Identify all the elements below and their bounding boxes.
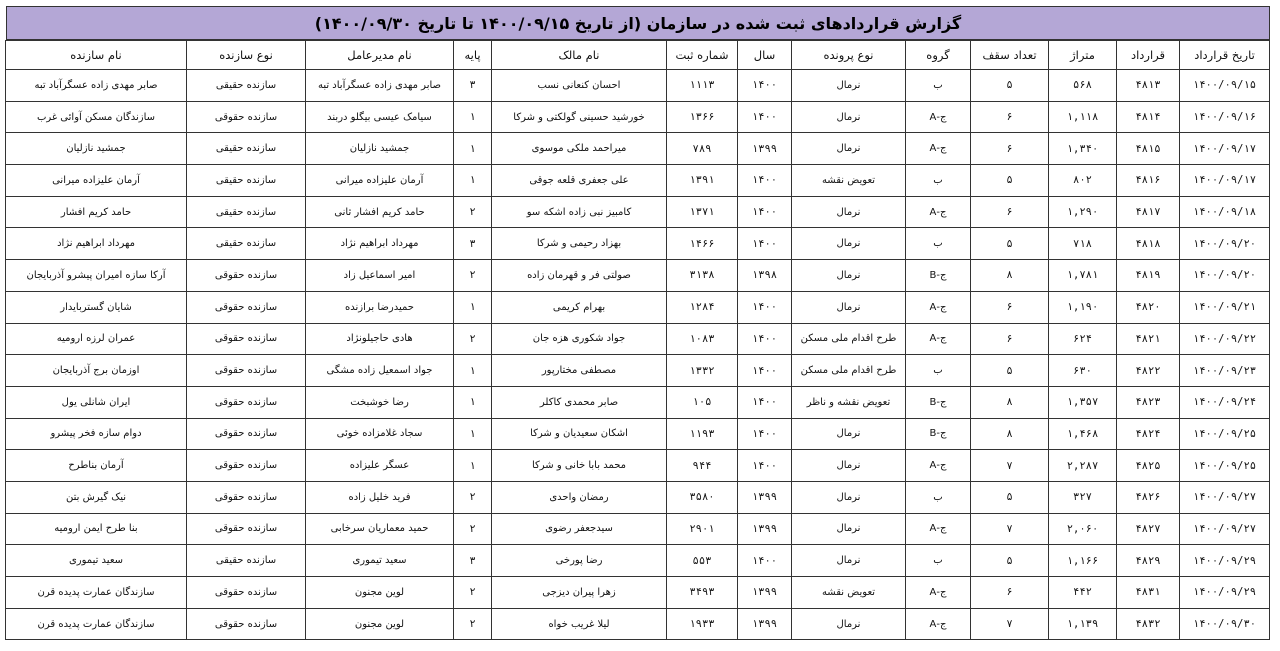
table-cell: صابر مهدی زاده عسگرآباد تبه: [6, 70, 187, 102]
table-cell: ۱۴۰۰/۰۹/۱۷: [1180, 165, 1270, 197]
table-cell: بنا طرح ایمن ارومیه: [6, 513, 187, 545]
table-cell: نرمال: [792, 70, 906, 102]
table-cell: سازنده حقوقی: [187, 260, 306, 292]
table-cell: ۱۴۰۰/۰۹/۱۸: [1180, 196, 1270, 228]
table-cell: لیلا غریب خواه: [492, 608, 667, 640]
table-row: [6, 323, 1270, 355]
table-cell: ۱۴۰۰/۰۹/۳۰: [1180, 608, 1270, 640]
table-cell: حمیدرضا برازنده: [306, 291, 454, 323]
table-cell: ۱۴۰۰/۰۹/۲۷: [1180, 513, 1270, 545]
table-cell: ۹۴۴: [667, 450, 738, 482]
table-cell: ۱,۷۸۱: [1049, 260, 1117, 292]
table-cell: ۱۴۰۰/۰۹/۲۹: [1180, 545, 1270, 577]
table-row: [6, 196, 1270, 228]
table-cell: میراحمد ملکی موسوی: [492, 133, 667, 165]
table-cell: سازنده حقوقی: [187, 355, 306, 387]
table-cell: تعویض نقشه: [792, 577, 906, 609]
table-cell: ۱۴۰۰/۰۹/۲۰: [1180, 260, 1270, 292]
table-cell: ایران شانلی یول: [6, 386, 187, 418]
table-cell: ۷: [971, 608, 1049, 640]
table-cell: رضا پورخی: [492, 545, 667, 577]
table-cell: ۴۸۲۰: [1117, 291, 1180, 323]
contracts-table: [5, 40, 1270, 640]
table-cell: ۴۸۲۶: [1117, 481, 1180, 513]
table-cell: سازنده حقیقی: [187, 228, 306, 260]
table-cell: ۲: [454, 260, 492, 292]
table-cell: ب: [906, 165, 971, 197]
table-cell: ۲: [454, 577, 492, 609]
table-cell: ۱۴۰۰/۰۹/۲۹: [1180, 577, 1270, 609]
table-cell: ج-A: [906, 608, 971, 640]
table-cell: ب: [906, 228, 971, 260]
table-cell: ۴۸۲۳: [1117, 386, 1180, 418]
table-cell: نرمال: [792, 513, 906, 545]
table-cell: مهرداد ابراهیم نژاد: [6, 228, 187, 260]
table-cell: ۱۴۰۰/۰۹/۲۵: [1180, 450, 1270, 482]
table-cell: نرمال: [792, 101, 906, 133]
table-cell: ب: [906, 355, 971, 387]
col-header: متراژ: [1049, 41, 1117, 70]
table-header-row: [6, 41, 1270, 70]
table-cell: سازنده حقیقی: [187, 545, 306, 577]
table-cell: ب: [906, 545, 971, 577]
table-cell: ۱,۳۴۰: [1049, 133, 1117, 165]
table-cell: سازنده حقیقی: [187, 133, 306, 165]
col-header: نوع سازنده: [187, 41, 306, 70]
table-cell: ۱۴۰۰/۰۹/۲۵: [1180, 418, 1270, 450]
report-title: گزارش قراردادهای ثبت شده در سازمان (از تاریخ ۱۴۰۰/۰۹/۱۵ تا تاریخ ۱۴۰۰/۰۹/۳۰): [6, 6, 1270, 40]
table-cell: ۱,۲۹۰: [1049, 196, 1117, 228]
table-cell: هادی حاجیلونژاد: [306, 323, 454, 355]
table-cell: سازنده حقوقی: [187, 608, 306, 640]
table-cell: حامد کریم افشار: [6, 196, 187, 228]
table-cell: ۱۴۰۰/۰۹/۲۲: [1180, 323, 1270, 355]
table-cell: ۱۳۹۹: [738, 481, 792, 513]
table-cell: حمید معماریان سرخابی: [306, 513, 454, 545]
table-cell: ۴۸۱۳: [1117, 70, 1180, 102]
table-cell: ۷۱۸: [1049, 228, 1117, 260]
col-header: شماره ثبت: [667, 41, 738, 70]
table-cell: ۴۸۳۱: [1117, 577, 1180, 609]
table-cell: نرمال: [792, 608, 906, 640]
table-cell: حامد کریم افشار ثانی: [306, 196, 454, 228]
table-cell: ۲۹۰۱: [667, 513, 738, 545]
table-cell: ب: [906, 481, 971, 513]
table-cell: فرید خلیل زاده: [306, 481, 454, 513]
table-cell: ۳۵۸۰: [667, 481, 738, 513]
table-cell: سازنده حقوقی: [187, 101, 306, 133]
table-cell: ۱۱۹۳: [667, 418, 738, 450]
col-header: نام مدیرعامل: [306, 41, 454, 70]
table-cell: زهرا پیران دیزجی: [492, 577, 667, 609]
table-cell: ۳۱۳۸: [667, 260, 738, 292]
table-cell: ۱: [454, 291, 492, 323]
table-cell: ۶: [971, 291, 1049, 323]
table-cell: سازنده حقوقی: [187, 323, 306, 355]
table-row: [6, 545, 1270, 577]
table-cell: ۶: [971, 196, 1049, 228]
table-row: [6, 481, 1270, 513]
table-cell: ۷: [971, 513, 1049, 545]
table-cell: ۴۸۲۷: [1117, 513, 1180, 545]
col-header: نام سازنده: [6, 41, 187, 70]
col-header: تاریخ قرارداد: [1180, 41, 1270, 70]
table-cell: نرمال: [792, 196, 906, 228]
table-cell: ۱۴۰۰/۰۹/۱۶: [1180, 101, 1270, 133]
table-cell: ۵۶۸: [1049, 70, 1117, 102]
table-cell: ۲: [454, 196, 492, 228]
table-cell: ۷۸۹: [667, 133, 738, 165]
table-cell: ۱۳۹۹: [738, 513, 792, 545]
table-cell: سعید تیموری: [6, 545, 187, 577]
table-cell: جمشید نازلیان: [6, 133, 187, 165]
table-row: [6, 450, 1270, 482]
table-cell: نیک گیرش بتن: [6, 481, 187, 513]
table-cell: ۱۴۶۶: [667, 228, 738, 260]
table-cell: علی جعفری قلعه جوقی: [492, 165, 667, 197]
table-row: [6, 133, 1270, 165]
table-cell: سازنده حقوقی: [187, 450, 306, 482]
table-cell: ۴۸۲۱: [1117, 323, 1180, 355]
table-cell: سازنده حقوقی: [187, 291, 306, 323]
table-cell: خورشید حسینی گولکتی و شرکا: [492, 101, 667, 133]
table-cell: ۲,۲۸۷: [1049, 450, 1117, 482]
table-cell: طرح اقدام ملی مسکن: [792, 355, 906, 387]
col-header: تعداد سقف: [971, 41, 1049, 70]
table-cell: ۱۴۰۰: [738, 545, 792, 577]
table-cell: مصطفی مختارپور: [492, 355, 667, 387]
table-row: [6, 577, 1270, 609]
table-cell: ۲,۰۶۰: [1049, 513, 1117, 545]
table-cell: ۵: [971, 70, 1049, 102]
table-cell: نرمال: [792, 291, 906, 323]
table-cell: سعید تیموری: [306, 545, 454, 577]
table-cell: نرمال: [792, 133, 906, 165]
table-cell: سازنده حقیقی: [187, 165, 306, 197]
table-cell: ۲: [454, 323, 492, 355]
table-cell: رضا خوشبخت: [306, 386, 454, 418]
table-cell: ۴۸۲۹: [1117, 545, 1180, 577]
table-cell: ج-A: [906, 196, 971, 228]
table-cell: امیر اسماعیل زاد: [306, 260, 454, 292]
col-header: نام مالک: [492, 41, 667, 70]
col-header: پایه: [454, 41, 492, 70]
table-cell: ۸: [971, 260, 1049, 292]
table-cell: سیامک عیسی بیگلو دربند: [306, 101, 454, 133]
table-cell: سازنده حقوقی: [187, 386, 306, 418]
table-cell: ۱۳۳۲: [667, 355, 738, 387]
table-cell: ۴۸۲۲: [1117, 355, 1180, 387]
table-cell: ج-A: [906, 101, 971, 133]
table-cell: سازندگان مسکن آوائی غرب: [6, 101, 187, 133]
table-cell: ۸: [971, 418, 1049, 450]
table-cell: رمضان واحدی: [492, 481, 667, 513]
table-cell: ۴۸۱۴: [1117, 101, 1180, 133]
table-cell: ۱۹۳۳: [667, 608, 738, 640]
table-cell: ۵: [971, 545, 1049, 577]
table-cell: ۱۴۰۰/۰۹/۲۳: [1180, 355, 1270, 387]
table-cell: ۱۴۰۰: [738, 196, 792, 228]
table-cell: ۸۰۲: [1049, 165, 1117, 197]
table-cell: بهرام کریمی: [492, 291, 667, 323]
table-cell: ۵: [971, 165, 1049, 197]
table-cell: ۵: [971, 355, 1049, 387]
table-cell: ۱,۱۱۸: [1049, 101, 1117, 133]
table-cell: ۵۵۳: [667, 545, 738, 577]
table-cell: ۱۴۰۰: [738, 101, 792, 133]
table-cell: جواد اسمعیل زاده مشگی: [306, 355, 454, 387]
table-cell: ۱۴۰۰/۰۹/۲۱: [1180, 291, 1270, 323]
table-cell: ۴۸۱۵: [1117, 133, 1180, 165]
table-cell: ب: [906, 70, 971, 102]
table-cell: تعویض نقشه و ناظر: [792, 386, 906, 418]
col-header: سال: [738, 41, 792, 70]
table-cell: ۶: [971, 133, 1049, 165]
table-cell: ۱۳۹۱: [667, 165, 738, 197]
table-cell: اشکان سعیدیان و شرکا: [492, 418, 667, 450]
table-cell: ۱۰۸۳: [667, 323, 738, 355]
table-cell: جواد شکوری هزه جان: [492, 323, 667, 355]
table-cell: ۱۰۵: [667, 386, 738, 418]
col-header: نوع پرونده: [792, 41, 906, 70]
table-cell: سازنده حقوقی: [187, 418, 306, 450]
table-cell: لوین مجنون: [306, 577, 454, 609]
table-cell: محمد بابا خانی و شرکا: [492, 450, 667, 482]
table-cell: آرمان بناطرح: [6, 450, 187, 482]
table-cell: ۱,۴۶۸: [1049, 418, 1117, 450]
table-cell: ۱۴۰۰: [738, 291, 792, 323]
table-cell: ۴۸۱۶: [1117, 165, 1180, 197]
table-cell: عسگر علیزاده: [306, 450, 454, 482]
table-cell: نرمال: [792, 260, 906, 292]
table-row: [6, 165, 1270, 197]
table-cell: ۵: [971, 228, 1049, 260]
table-cell: آرمان علیزاده میرانی: [6, 165, 187, 197]
table-cell: ج-B: [906, 260, 971, 292]
table-cell: ۱۱۱۳: [667, 70, 738, 102]
table-row: [6, 101, 1270, 133]
table-row: [6, 70, 1270, 102]
table-cell: سازنده حقوقی: [187, 577, 306, 609]
table-cell: ۱۳۷۱: [667, 196, 738, 228]
table-cell: ۴۸۲۴: [1117, 418, 1180, 450]
table-row: [6, 228, 1270, 260]
table-cell: اوزمان برج آذربایجان: [6, 355, 187, 387]
table-cell: ۵: [971, 481, 1049, 513]
table-cell: عمران لرزه ارومیه: [6, 323, 187, 355]
table-cell: ۱,۱۹۰: [1049, 291, 1117, 323]
table-cell: ج-A: [906, 450, 971, 482]
table-cell: ۱: [454, 165, 492, 197]
table-cell: صولتی فر و قهرمان زاده: [492, 260, 667, 292]
report-sheet: [6, 6, 1270, 640]
table-cell: ۱,۱۳۹: [1049, 608, 1117, 640]
table-cell: آرکا سازه امیران پیشرو آذربایجان: [6, 260, 187, 292]
table-cell: ۴۸۱۷: [1117, 196, 1180, 228]
table-cell: ۱۴۰۰/۰۹/۲۰: [1180, 228, 1270, 260]
table-cell: ۳: [454, 70, 492, 102]
table-cell: ۱: [454, 355, 492, 387]
table-cell: ۱۴۰۰: [738, 386, 792, 418]
table-cell: صابر محمدی کاکلر: [492, 386, 667, 418]
table-cell: ۱۴۰۰: [738, 450, 792, 482]
table-cell: ۱۴۰۰: [738, 70, 792, 102]
table-cell: آرمان علیزاده میرانی: [306, 165, 454, 197]
table-cell: سازنده حقیقی: [187, 196, 306, 228]
table-cell: ۶: [971, 323, 1049, 355]
table-cell: ۴۸۳۲: [1117, 608, 1180, 640]
table-cell: نرمال: [792, 450, 906, 482]
table-cell: ۱۴۰۰: [738, 355, 792, 387]
table-cell: ۳۴۹۳: [667, 577, 738, 609]
table-cell: ج-A: [906, 323, 971, 355]
table-cell: ۱۳۹۹: [738, 608, 792, 640]
table-cell: ۸: [971, 386, 1049, 418]
table-row: [6, 260, 1270, 292]
table-body: [6, 70, 1270, 640]
table-row: [6, 291, 1270, 323]
table-cell: سجاد غلامزاده خوئی: [306, 418, 454, 450]
table-cell: جمشید نازلیان: [306, 133, 454, 165]
table-cell: ۱: [454, 101, 492, 133]
table-cell: ۴۴۲: [1049, 577, 1117, 609]
table-cell: ۳۲۷: [1049, 481, 1117, 513]
table-cell: احسان کنعانی نسب: [492, 70, 667, 102]
table-cell: ۶: [971, 577, 1049, 609]
table-cell: ۱۳۶۶: [667, 101, 738, 133]
table-cell: ج-B: [906, 386, 971, 418]
table-cell: سازندگان عمارت پدیده قرن: [6, 577, 187, 609]
table-cell: ۱۴۰۰/۰۹/۱۵: [1180, 70, 1270, 102]
table-cell: ج-A: [906, 291, 971, 323]
table-cell: مهرداد ابراهیم نژاد: [306, 228, 454, 260]
table-cell: سیدجعفر رضوی: [492, 513, 667, 545]
table-cell: نرمال: [792, 545, 906, 577]
table-cell: ۱۲۸۴: [667, 291, 738, 323]
table-cell: ۲: [454, 481, 492, 513]
table-cell: ۷: [971, 450, 1049, 482]
table-cell: ۱: [454, 133, 492, 165]
table-cell: ۱۴۰۰: [738, 228, 792, 260]
table-cell: ۱۴۰۰: [738, 323, 792, 355]
table-cell: ۱: [454, 450, 492, 482]
table-cell: نرمال: [792, 418, 906, 450]
table-cell: سازندگان عمارت پدیده قرن: [6, 608, 187, 640]
table-row: [6, 608, 1270, 640]
table-cell: ۱۳۹۹: [738, 577, 792, 609]
table-cell: ۱,۱۶۶: [1049, 545, 1117, 577]
table-cell: ۱,۳۵۷: [1049, 386, 1117, 418]
table-cell: ۴۸۱۹: [1117, 260, 1180, 292]
table-cell: سازنده حقوقی: [187, 481, 306, 513]
table-cell: نرمال: [792, 228, 906, 260]
table-cell: کامبیز نبی زاده اشکه سو: [492, 196, 667, 228]
table-cell: ج-A: [906, 133, 971, 165]
table-cell: ۱۴۰۰/۰۹/۱۷: [1180, 133, 1270, 165]
table-cell: بهزاد رحیمی و شرکا: [492, 228, 667, 260]
table-cell: ۱: [454, 418, 492, 450]
col-header: گروه: [906, 41, 971, 70]
table-cell: ۲: [454, 513, 492, 545]
table-cell: ۳: [454, 545, 492, 577]
table-cell: ۶۳۰: [1049, 355, 1117, 387]
table-cell: سازنده حقیقی: [187, 70, 306, 102]
table-cell: ۶: [971, 101, 1049, 133]
col-header: قرارداد: [1117, 41, 1180, 70]
table-row: [6, 355, 1270, 387]
table-cell: دوام سازه فخر پیشرو: [6, 418, 187, 450]
table-cell: ۴۸۱۸: [1117, 228, 1180, 260]
table-cell: ۴۸۲۵: [1117, 450, 1180, 482]
table-cell: ۳: [454, 228, 492, 260]
table-row: [6, 418, 1270, 450]
table-cell: ج-A: [906, 577, 971, 609]
table-cell: ج-A: [906, 513, 971, 545]
table-cell: ۱۳۹۸: [738, 260, 792, 292]
table-cell: ۱۳۹۹: [738, 133, 792, 165]
table-cell: نرمال: [792, 481, 906, 513]
table-cell: ۶۲۴: [1049, 323, 1117, 355]
table-cell: طرح اقدام ملی مسکن: [792, 323, 906, 355]
table-row: [6, 513, 1270, 545]
table-cell: شایان گستربایدار: [6, 291, 187, 323]
table-cell: ۱۴۰۰/۰۹/۲۴: [1180, 386, 1270, 418]
table-cell: صابر مهدی زاده عسگرآباد تبه: [306, 70, 454, 102]
table-cell: ۲: [454, 608, 492, 640]
table-cell: ۱۴۰۰: [738, 418, 792, 450]
table-cell: ۱۴۰۰: [738, 165, 792, 197]
table-cell: ۱: [454, 386, 492, 418]
table-cell: سازنده حقوقی: [187, 513, 306, 545]
table-row: [6, 386, 1270, 418]
table-cell: لوین مجنون: [306, 608, 454, 640]
table-cell: تعویض نقشه: [792, 165, 906, 197]
table-cell: ۱۴۰۰/۰۹/۲۷: [1180, 481, 1270, 513]
table-cell: ج-B: [906, 418, 971, 450]
